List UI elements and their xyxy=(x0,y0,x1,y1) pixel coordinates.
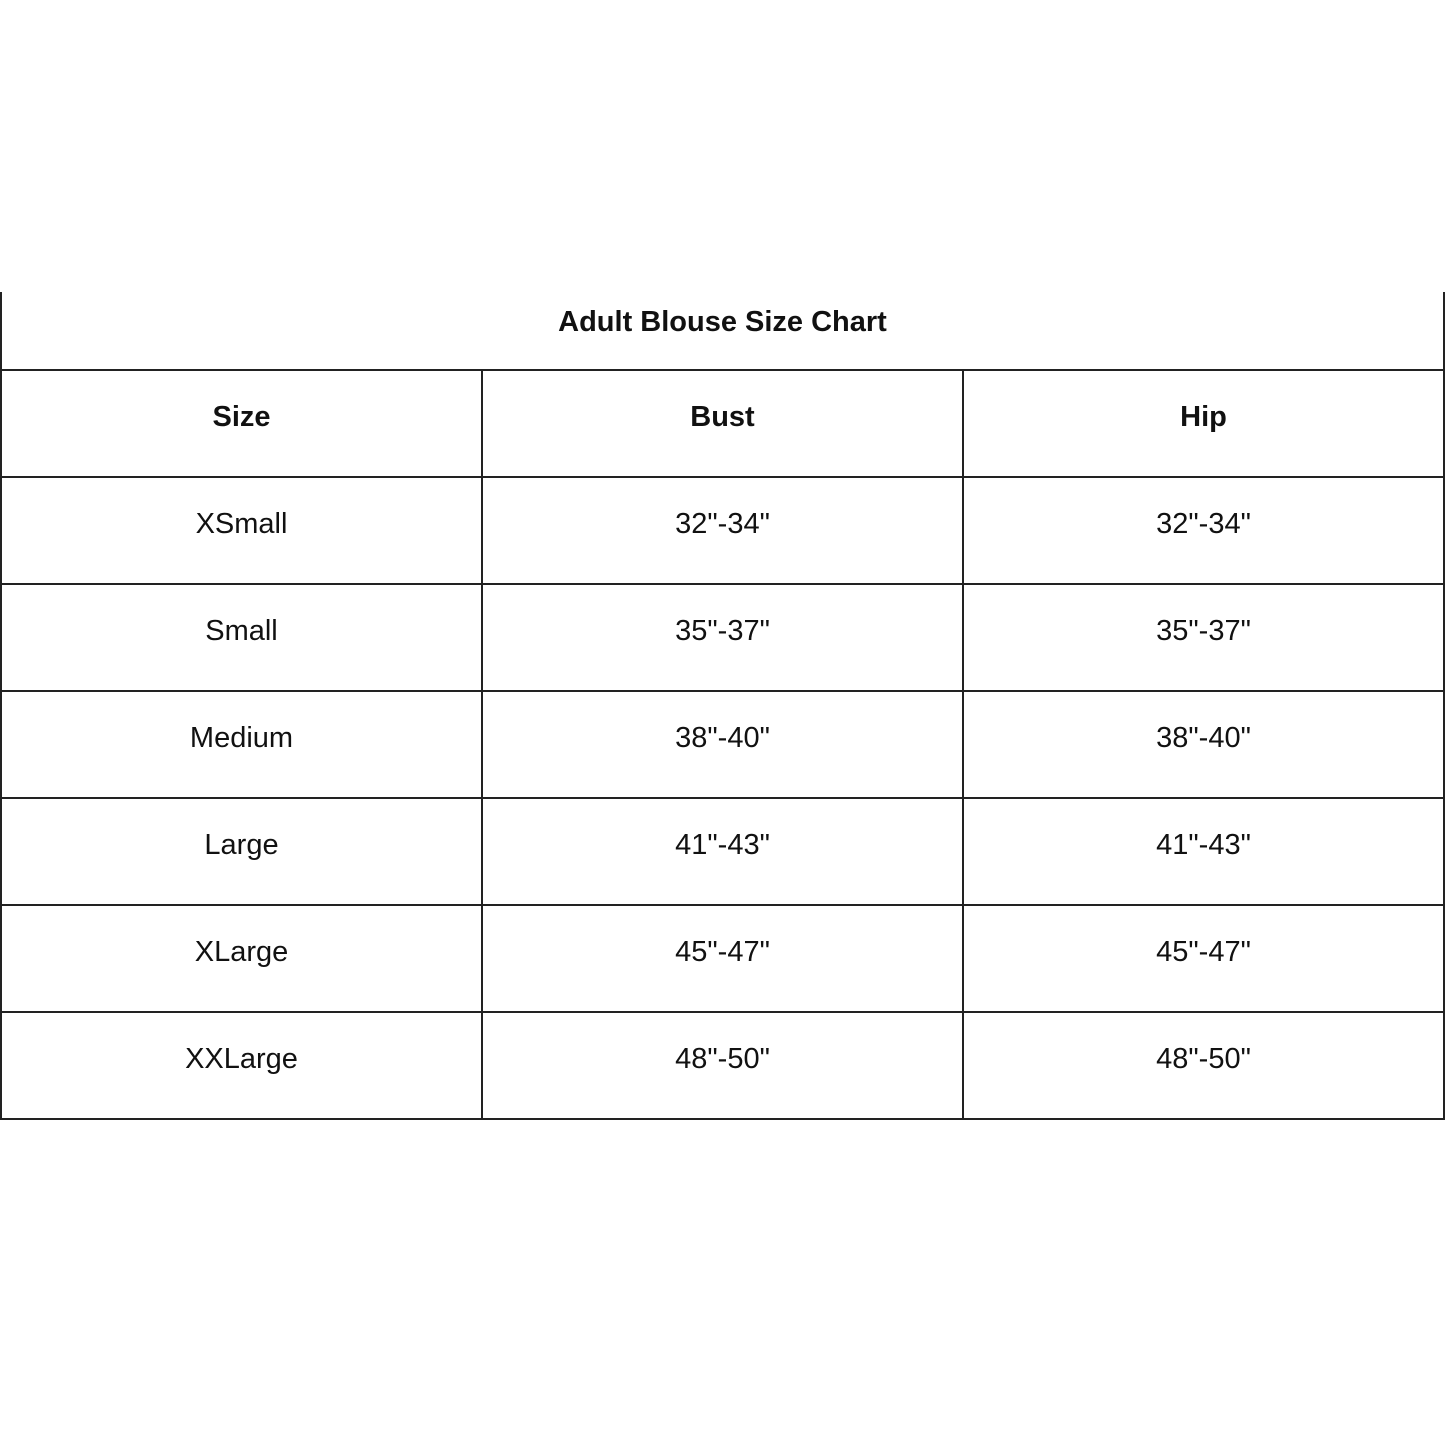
title-band xyxy=(0,292,1445,371)
hip-value: 35"-37" xyxy=(1156,615,1251,647)
size-cell xyxy=(1,905,482,1012)
size-cell xyxy=(1,584,482,691)
hip-value: 38"-40" xyxy=(1156,722,1251,754)
bust-cell xyxy=(482,798,963,905)
hip-cell xyxy=(963,691,1444,798)
size-value: XSmall xyxy=(195,508,288,540)
hip-value: 32"-34" xyxy=(1156,508,1251,540)
size-value: Large xyxy=(204,829,279,861)
hip-cell xyxy=(963,477,1444,584)
size-table xyxy=(0,369,1445,1120)
hip-value: 48"-50" xyxy=(1156,1043,1251,1075)
size-cell xyxy=(1,477,482,584)
size-cell xyxy=(1,691,482,798)
table-row xyxy=(1,1012,1444,1119)
hip-cell xyxy=(963,584,1444,691)
table-row xyxy=(1,691,1444,798)
size-value: XXLarge xyxy=(185,1043,298,1075)
chart-title: Adult Blouse Size Chart xyxy=(558,306,887,338)
bust-cell xyxy=(482,1012,963,1119)
table-row xyxy=(1,584,1444,691)
bust-value: 35"-37" xyxy=(675,615,770,647)
header-size xyxy=(1,370,482,477)
bust-value: 32"-34" xyxy=(675,508,770,540)
bust-cell xyxy=(482,691,963,798)
hip-cell xyxy=(963,1012,1444,1119)
bust-value: 48"-50" xyxy=(675,1043,770,1075)
hip-value: 41"-43" xyxy=(1156,829,1251,861)
bust-cell xyxy=(482,905,963,1012)
bust-cell xyxy=(482,584,963,691)
header-row xyxy=(1,370,1444,477)
size-value: Small xyxy=(205,615,278,647)
bust-cell xyxy=(482,477,963,584)
bust-value: 38"-40" xyxy=(675,722,770,754)
table-row xyxy=(1,905,1444,1012)
header-bust-label: Bust xyxy=(690,401,755,433)
hip-value: 45"-47" xyxy=(1156,936,1251,968)
size-cell xyxy=(1,798,482,905)
size-value: Medium xyxy=(189,722,294,754)
hip-cell xyxy=(963,905,1444,1012)
header-bust xyxy=(482,370,963,477)
bust-value: 41"-43" xyxy=(675,829,770,861)
header-hip xyxy=(963,370,1444,477)
size-chart xyxy=(0,292,1445,1150)
size-cell xyxy=(1,1012,482,1119)
table-row xyxy=(1,477,1444,584)
table-row xyxy=(1,798,1444,905)
size-value: XLarge xyxy=(194,936,289,968)
header-size-label: Size xyxy=(212,401,271,433)
hip-cell xyxy=(963,798,1444,905)
bust-value: 45"-47" xyxy=(675,936,770,968)
header-hip-label: Hip xyxy=(1180,401,1227,433)
